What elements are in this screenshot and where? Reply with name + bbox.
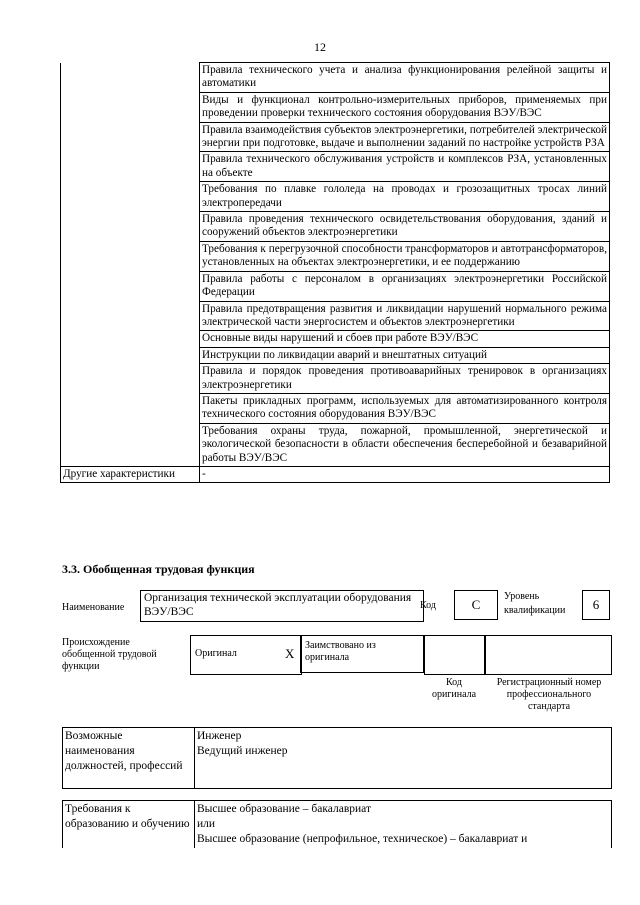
knowledge-item: Требования к перегрузочной способности трансформаторов и автотрансформаторов, установленных на объектах электроэнергетики, и ее поддержанию bbox=[200, 241, 610, 271]
page-number: 12 bbox=[314, 40, 326, 54]
knowledge-item: Правила предотвращения развития и ликвидации нарушений нормального режима электрической части энергосистем и объектов электроэнергетики bbox=[200, 301, 610, 331]
origin-row bbox=[62, 635, 614, 715]
education-item: Высшее образование – бакалавриат bbox=[197, 803, 371, 815]
knowledge-item: Требования охраны труда, пожарной, промышленной, энергетической и экологической безопасности в области обеспечения бесперебойной и безаварийной работы ВЭУ/ВЭС bbox=[200, 423, 610, 466]
original-label: Оригинал bbox=[195, 648, 237, 659]
qualification-level-label: Уровень квалификации bbox=[504, 591, 566, 616]
knowledge-label-cell bbox=[61, 182, 200, 212]
knowledge-item: Требования по плавке гололеда на проводах и грозозащитных тросах линий электропередачи bbox=[200, 182, 610, 212]
knowledge-row bbox=[61, 152, 610, 182]
registration-number-box bbox=[484, 635, 612, 675]
knowledge-row bbox=[61, 122, 610, 152]
knowledge-item: Основные виды нарушений и сбоев при работе ВЭУ/ВЭС bbox=[200, 331, 610, 347]
knowledge-row bbox=[61, 63, 610, 93]
qualification-level: 6 bbox=[582, 590, 610, 620]
knowledge-item: Пакеты прикладных программ, используемых для автоматизированного контроля технического состояния оборудования ВЭУ/ВЭС bbox=[200, 393, 610, 423]
professions-label: Возможные наименования должностей, профессий bbox=[63, 728, 195, 789]
knowledge-row bbox=[61, 212, 610, 242]
education-values bbox=[195, 801, 612, 849]
knowledge-row bbox=[61, 182, 610, 212]
knowledge-row bbox=[61, 423, 610, 466]
knowledge-label-cell bbox=[61, 212, 200, 242]
knowledge-row bbox=[61, 393, 610, 423]
knowledge-item: Правила работы с персоналом в организациях электроэнергетики Российской Федерации bbox=[200, 271, 610, 301]
knowledge-item: Виды и функционал контрольно-измерительных приборов, применяемых при проведении проверки технического состояния оборудования ВЭУ/ВЭС bbox=[200, 92, 610, 122]
professions-values bbox=[195, 728, 612, 789]
original-mark: X bbox=[285, 646, 295, 661]
knowledge-row bbox=[61, 347, 610, 363]
knowledge-label-cell bbox=[61, 152, 200, 182]
profession-item: Ведущий инженер bbox=[197, 745, 288, 757]
knowledge-label-cell bbox=[61, 271, 200, 301]
knowledge-row bbox=[61, 241, 610, 271]
function-code: C bbox=[454, 590, 498, 620]
knowledge-row bbox=[61, 364, 610, 394]
generalized-function-row bbox=[62, 588, 614, 628]
knowledge-label-cell bbox=[61, 393, 200, 423]
education-item: или bbox=[197, 818, 216, 830]
knowledge-label-cell bbox=[61, 122, 200, 152]
original-code-box bbox=[424, 635, 486, 675]
knowledge-row bbox=[61, 331, 610, 347]
knowledge-label-cell bbox=[61, 92, 200, 122]
knowledge-table bbox=[60, 62, 610, 483]
knowledge-label-cell bbox=[61, 301, 200, 331]
knowledge-item: Правила технического учета и анализа функционирования релейной защиты и автоматики bbox=[200, 63, 610, 93]
knowledge-row bbox=[61, 92, 610, 122]
education-item: Высшее образование (непрофильное, техническое) – бакалавриат и bbox=[197, 833, 528, 845]
professions-table bbox=[62, 727, 612, 789]
knowledge-label-cell bbox=[61, 423, 200, 466]
education-label: Требования к образованию и обучению bbox=[63, 801, 195, 849]
code-label: Код bbox=[420, 600, 436, 611]
borrowed-box: Заимствовано из оригинала bbox=[300, 635, 424, 673]
registration-number-caption: Регистрационный номер профессионального стандарта bbox=[496, 677, 602, 712]
original-code-caption: Код оригинала bbox=[431, 677, 477, 700]
other-characteristics-label: Другие характеристики bbox=[61, 466, 200, 482]
education-table bbox=[62, 800, 612, 848]
other-characteristics-row bbox=[61, 466, 610, 482]
knowledge-label-cell bbox=[61, 364, 200, 394]
origin-label: Происхождение обобщенной трудовой функции bbox=[62, 637, 157, 672]
other-characteristics-value: - bbox=[200, 466, 610, 482]
knowledge-item: Инструкции по ликвидации аварий и внештатных ситуаций bbox=[200, 347, 610, 363]
knowledge-item: Правила проведения технического освидетельствования оборудования, зданий и сооружений объектов электроэнергетики bbox=[200, 212, 610, 242]
name-label: Наименование bbox=[62, 602, 125, 613]
profession-item: Инженер bbox=[197, 730, 242, 742]
knowledge-item: Правила технического обслуживания устройств и комплексов РЗА, установленных на объекте bbox=[200, 152, 610, 182]
knowledge-item: Правила и порядок проведения противоаварийных тренировок в организациях электроэнергетики bbox=[200, 364, 610, 394]
knowledge-label-cell bbox=[61, 241, 200, 271]
knowledge-row bbox=[61, 271, 610, 301]
section-title: 3.3. Обобщенная трудовая функция bbox=[62, 562, 255, 576]
knowledge-label-cell bbox=[61, 347, 200, 363]
knowledge-item: Правила взаимодействия субъектов электроэнергетики, потребителей электрической энергии при подготовке, выдаче и выполнении заданий по настройке устройств РЗА bbox=[200, 122, 610, 152]
knowledge-label-cell bbox=[61, 331, 200, 347]
function-name: Организация технической эксплуатации оборудования ВЭУ/ВЭС bbox=[140, 590, 424, 622]
knowledge-label-cell bbox=[61, 63, 200, 93]
original-box bbox=[190, 635, 302, 675]
knowledge-row bbox=[61, 301, 610, 331]
